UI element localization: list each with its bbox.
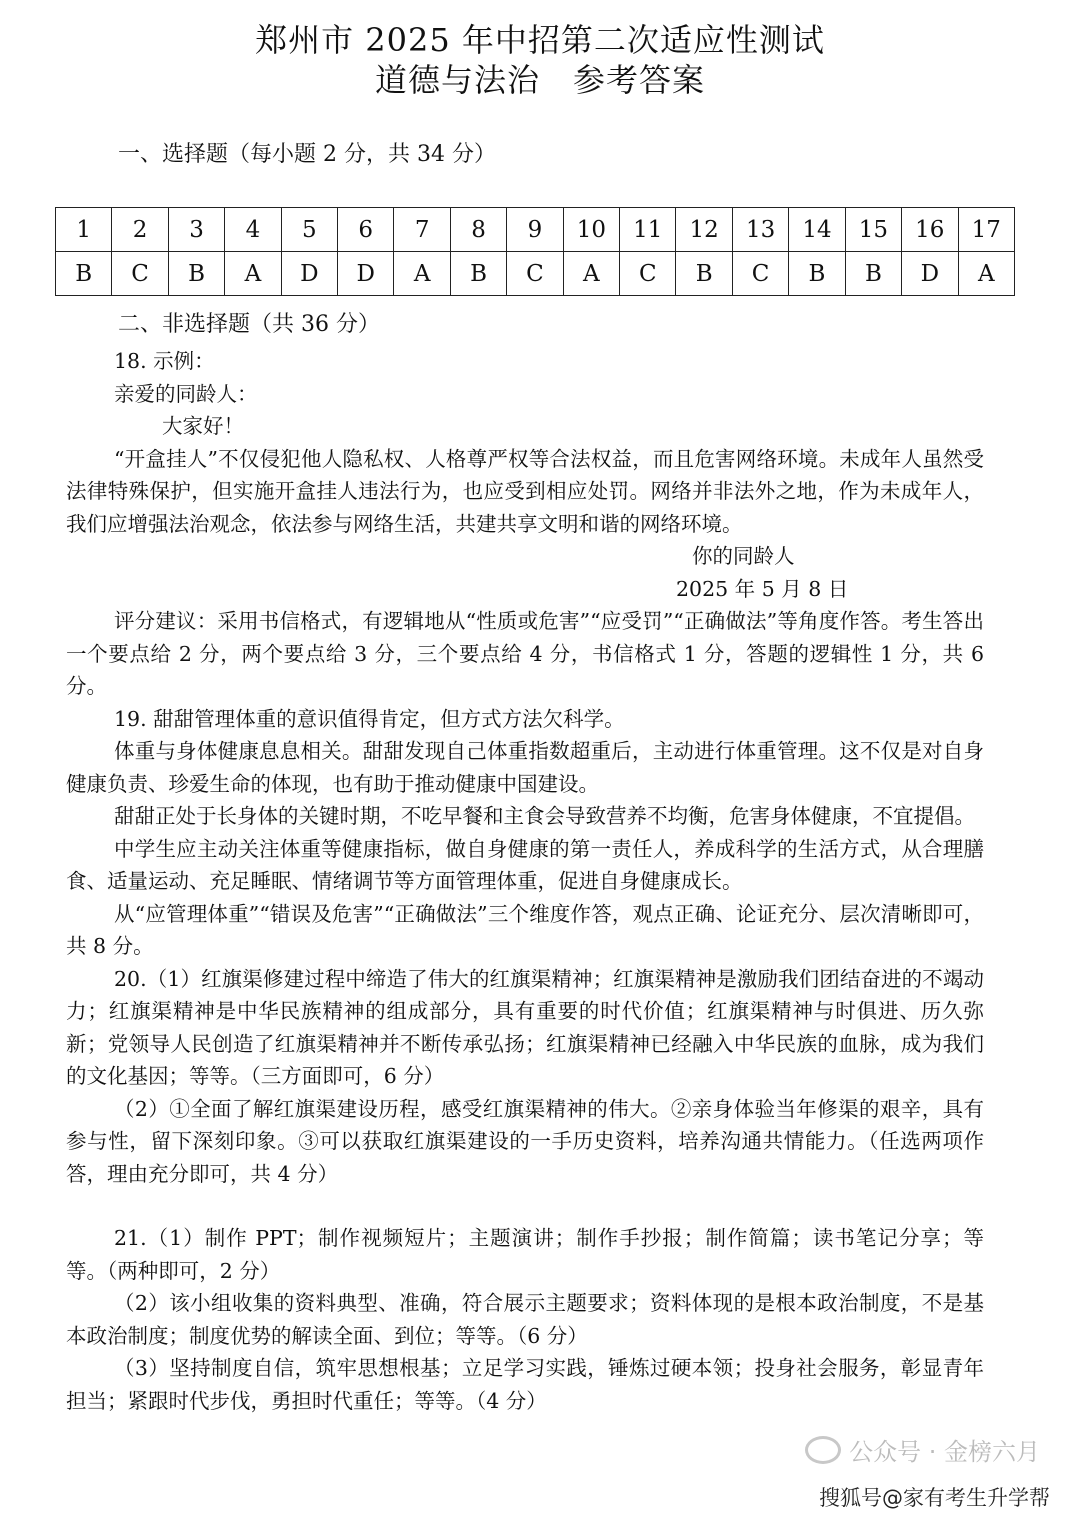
answer-cell: D xyxy=(281,252,337,296)
question-number-cell: 14 xyxy=(789,208,845,252)
question-number-cell: 6 xyxy=(338,208,394,252)
q19-line1: 19. 甜甜管理体重的意识值得肯定，但方式方法欠科学。 xyxy=(114,706,625,731)
answer-cell: C xyxy=(732,252,788,296)
q19-p1: 体重与身体健康息息相关。甜甜发现自己体重指数超重后，主动进行体重管理。这不仅是对自身健康负责、珍爱生命的体现，也有助于推动健康中国建设。 xyxy=(66,739,984,796)
q21-p3: （3）坚持制度自信，筑牢思想根基；立足学习实践，锤炼过硬本领；投身社会服务，彰显青年担当；紧跟时代步伐，勇担时代重任；等等。（4 分） xyxy=(66,1356,984,1413)
question-number-cell: 3 xyxy=(168,208,224,252)
question-number-cell: 8 xyxy=(450,208,506,252)
page-subtitle: 道德与法治 参考答案 xyxy=(374,61,705,99)
answer-cell: B xyxy=(845,252,901,296)
q18-signature: 你的同龄人 xyxy=(692,544,795,568)
question-number-cell: 5 xyxy=(281,208,337,252)
page-title: 郑州市 2025 年中招第二次适应性测试 xyxy=(255,21,825,59)
answer-cell: A xyxy=(394,252,450,296)
q21-p2: （2）该小组收集的资料典型、准确，符合展示主题要求；资料体现的是根本政治制度，不是基本政治制度；制度优势的解读全面、到位；等等。（6 分） xyxy=(66,1291,984,1348)
answer-cell: D xyxy=(902,252,958,296)
answer-cell: B xyxy=(789,252,845,296)
q18-greeting: 大家好！ xyxy=(162,414,244,438)
answer-cell: D xyxy=(338,252,394,296)
q19-p4: 从“应管理体重”“错误及危害”“正确做法”三个维度作答，观点正确、论证充分、层次清晰即可，共 8 分。 xyxy=(66,901,984,958)
question-number-cell: 1 xyxy=(56,208,112,252)
answer-body xyxy=(66,345,984,1417)
q19-p3: 中学生应主动关注体重等健康指标，做自身健康的第一责任人，养成科学的生活方式，从合理膳食、适量运动、充足睡眠、情绪调节等方面管理体重，促进自身健康成长。 xyxy=(66,836,984,893)
answer-cell: B xyxy=(450,252,506,296)
watermark-text: 公众号 · 金榜六月 xyxy=(849,1438,1040,1466)
question-number-cell: 13 xyxy=(732,208,788,252)
watermark xyxy=(805,1432,1040,1467)
answer-cell: C xyxy=(112,252,168,296)
question-number-cell: 16 xyxy=(902,208,958,252)
answer-table xyxy=(55,207,1015,296)
footer-source: 搜狐号@家有考生升学帮 xyxy=(819,1482,1050,1512)
q18-label: 18. 示例： xyxy=(114,349,215,373)
wechat-icon xyxy=(805,1436,841,1464)
q18-body: “开盒挂人”不仅侵犯他人隐私权、人格尊严权等合法权益，而且危害网络环境。未成年人虽然受法律特殊保护，但实施开盒挂人违法行为，也应受到相应处罚。网络并非法外之地，作为未成年人，我们应增强法治观念，依法参与网络生活，共建共享文明和谐的网络环境。 xyxy=(66,446,984,536)
answer-cell: C xyxy=(507,252,563,296)
q21-p1: 21.（1）制作 PPT；制作视频短片；主题演讲；制作手抄报；制作简篇；读书笔记分享；等等。（两种即可，2 分） xyxy=(66,1226,984,1283)
question-number-row xyxy=(56,208,1015,252)
question-number-cell: 9 xyxy=(507,208,563,252)
question-number-cell: 7 xyxy=(394,208,450,252)
answer-cell: A xyxy=(958,252,1015,296)
q18-scoring: 评分建议：采用书信格式，有逻辑地从“性质或危害”“应受罚”“正确做法”等角度作答。考生答出一个要点给 2 分，两个要点给 3 分，三个要点给 4 分，书信格式 1 分，答题的逻辑性 1 分，共 6 分。 xyxy=(66,609,984,698)
question-number-cell: 4 xyxy=(225,208,281,252)
question-number-cell: 17 xyxy=(958,208,1015,252)
answer-cell: A xyxy=(563,252,619,296)
q19-p2: 甜甜正处于长身体的关键时期，不吃早餐和主食会导致营养不均衡，危害身体健康，不宜提倡。 xyxy=(114,804,975,828)
question-number-cell: 10 xyxy=(563,208,619,252)
answer-cell: B xyxy=(676,252,732,296)
q20-p1: 20.（1）红旗渠修建过程中缔造了伟大的红旗渠精神；红旗渠精神是激励我们团结奋进的不竭动力；红旗渠精神是中华民族精神的组成部分，具有重要的时代价值；红旗渠精神与时俱进、历久弥新；党领导人民创造了红旗渠精神并不断传承弘扬；红旗渠精神已经融入中华民族的血脉，成为我们的文化基因；等等。（三方面即可，6 分） xyxy=(66,966,984,1088)
answer-row xyxy=(56,252,1015,296)
q18-date: 2025 年 5 月 8 日 xyxy=(676,576,849,601)
answer-cell: B xyxy=(56,252,112,296)
question-number-cell: 12 xyxy=(676,208,732,252)
section1-heading: 一、选择题（每小题 2 分，共 34 分） xyxy=(118,142,496,167)
section2-heading: 二、非选择题（共 36 分） xyxy=(118,312,380,337)
question-number-cell: 2 xyxy=(112,208,168,252)
q20-p2: （2）①全面了解红旗渠建设历程，感受红旗渠精神的伟大。②亲身体验当年修渠的艰辛，具有参与性，留下深刻印象。③可以获取红旗渠建设的一手历史资料，培养沟通共情能力。（任选两项作答，理由充分即可，共 4 分） xyxy=(66,1096,984,1186)
answer-cell: A xyxy=(225,252,281,296)
answer-cell: C xyxy=(620,252,676,296)
question-number-cell: 15 xyxy=(845,208,901,252)
q18-salutation: 亲爱的同龄人： xyxy=(114,381,258,406)
question-number-cell: 11 xyxy=(620,208,676,252)
answer-cell: B xyxy=(168,252,224,296)
